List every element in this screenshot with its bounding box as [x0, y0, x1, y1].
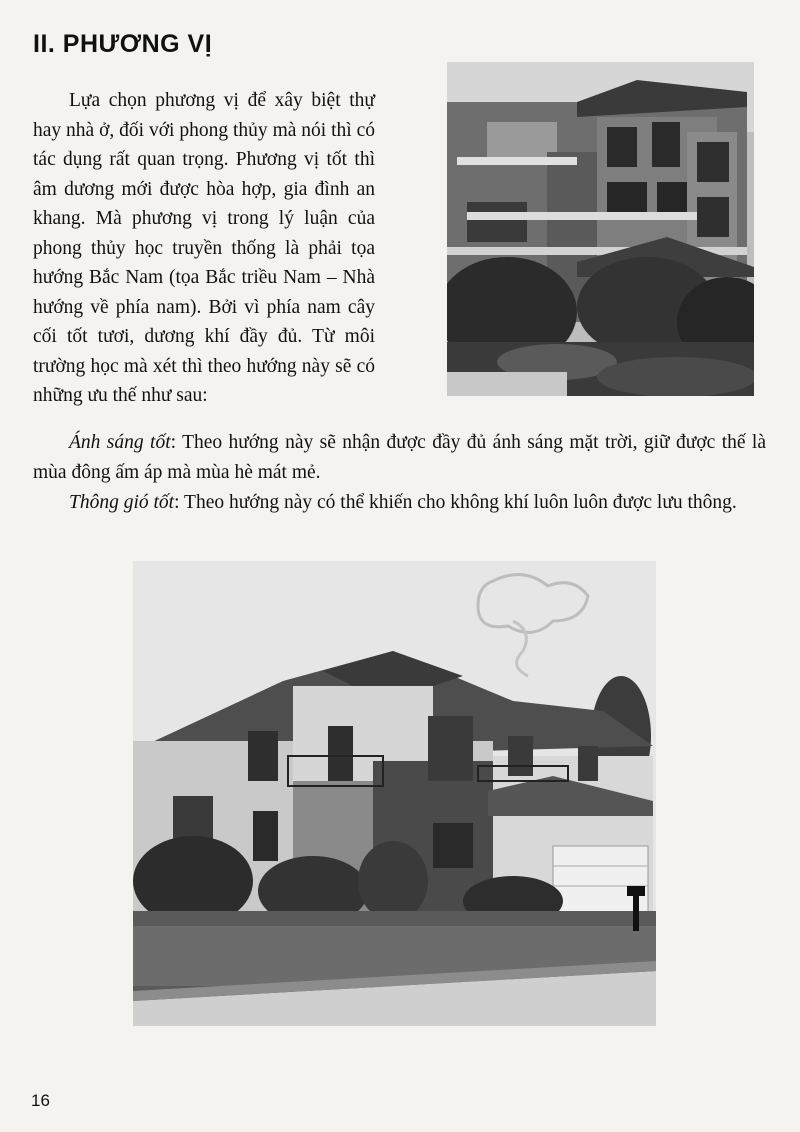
section-heading: II. PHƯƠNG VỊ: [33, 30, 213, 58]
advantage-ventilation-text: : Theo hướng này có thể khiến cho không khí luôn luôn được lưu thông.: [174, 492, 737, 513]
villa-photo-bottom: [133, 561, 656, 1026]
advantage-ventilation-term: Thông gió tốt: [69, 492, 175, 513]
villa-photo-top: [447, 62, 754, 396]
advantage-light-term: Ánh sáng tốt: [69, 432, 171, 453]
advantage-light-text: : Theo hướng này sẽ nhận được đầy đủ ánh sáng mặt trời, giữ được thế là mùa đông ấm áp mà mùa hè mát mẻ.: [33, 432, 766, 483]
page-number: 16: [31, 1091, 50, 1110]
advantage-light: [33, 428, 766, 488]
intro-paragraph: Lựa chọn phương vị để xây biệt thự hay nhà ở, đối với phong thủy mà nói thì có tác dụng rất quan trọng. Phương vị tốt thì âm dương mới được hòa hợp, gia đình an khang. Mà phương vị trong lý luận của phong thủy học truyền thống là phải tọa hướng Bắc Nam (tọa Bắc triều Nam – Nhà hướng về phía nam). Bởi vì phía nam cây cối tốt tươi, dương khí đầy đủ. Từ môi trường học mà xét thì theo hướng này sẽ có những ưu thế như sau:: [33, 90, 375, 406]
advantage-ventilation: [33, 488, 766, 518]
